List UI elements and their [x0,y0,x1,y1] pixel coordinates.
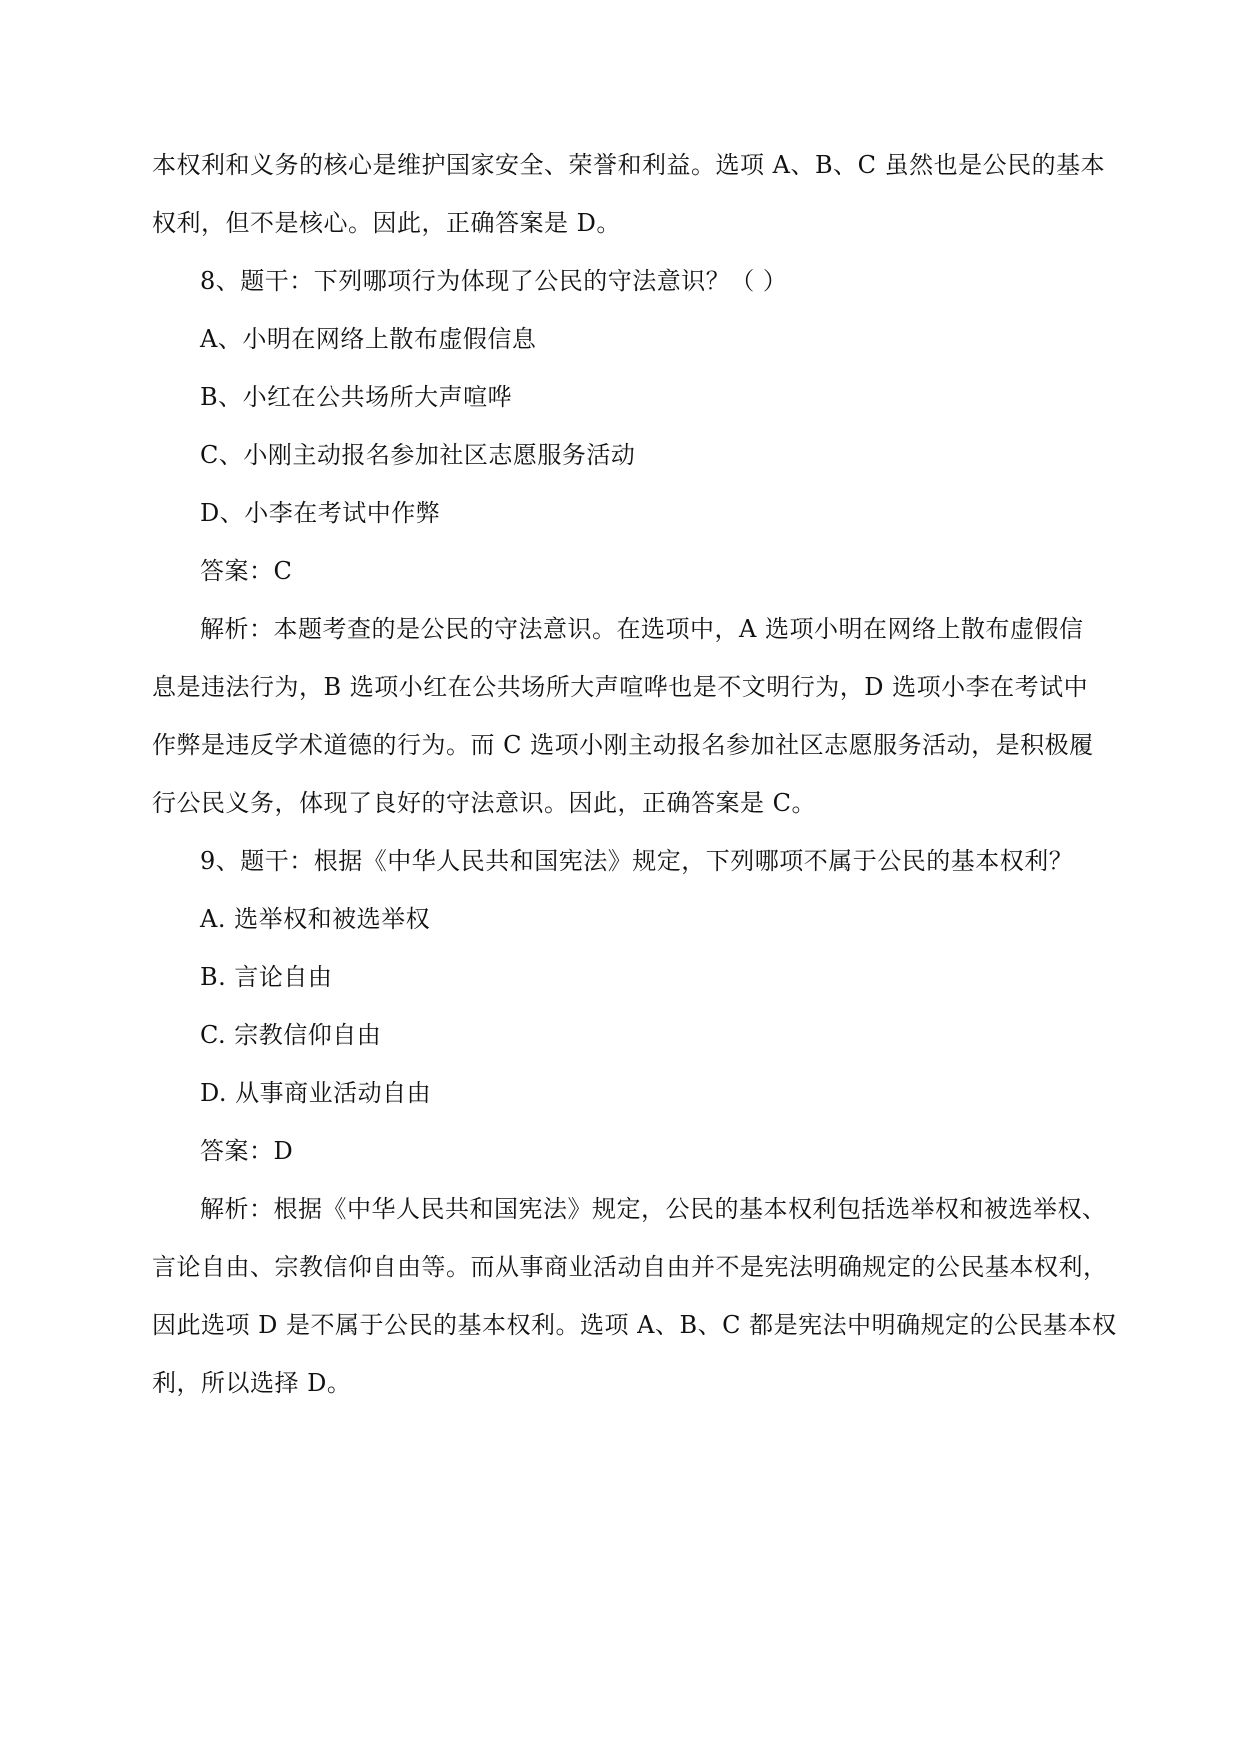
question-8-answer: 答案：C [200,557,293,585]
question-9-analysis-line-1: 解析：根据《中华人民共和国宪法》规定，公民的基本权利包括选举权和被选举权、 [200,1195,1107,1223]
question-8-analysis-line-3: 作弊是违反学术道德的行为。而 C 选项小刚主动报名参加社区志愿服务活动，是积极履 [152,731,1094,759]
question-8-stem: 8、题干：下列哪项行为体现了公民的守法意识？（ ） [200,267,788,295]
question-9-option-c: C. 宗教信仰自由 [200,1021,382,1049]
question-9-option-b: B. 言论自由 [200,963,333,991]
continuation-line-2: 权利，但不是核心。因此，正确答案是 D。 [152,209,621,237]
question-8-option-c: C、小刚主动报名参加社区志愿服务活动 [200,441,636,469]
question-9-analysis-line-3: 因此选项 D 是不属于公民的基本权利。选项 A、B、C 都是宪法中明确规定的公民基本权 [152,1311,1117,1339]
question-9-option-d: D. 从事商业活动自由 [200,1079,432,1107]
continuation-line-1: 本权利和义务的核心是维护国家安全、荣誉和利益。选项 A、B、C 虽然也是公民的基本 [152,151,1106,179]
question-8-analysis-line-4: 行公民义务，体现了良好的守法意识。因此，正确答案是 C。 [152,789,816,817]
question-8-analysis-line-1: 解析：本题考查的是公民的守法意识。在选项中，A 选项小明在网络上散布虚假信 [200,615,1084,643]
question-8-option-a: A、小明在网络上散布虚假信息 [200,325,537,353]
question-9-stem: 9、题干：根据《中华人民共和国宪法》规定，下列哪项不属于公民的基本权利？ [200,847,1074,875]
question-9-analysis-line-2: 言论自由、宗教信仰自由等。而从事商业活动自由并不是宪法明确规定的公民基本权利， [152,1253,1108,1281]
question-9-answer: 答案：D [200,1137,294,1165]
question-8-option-b: B、小红在公共场所大声喧哗 [200,383,513,411]
question-8-analysis-line-2: 息是违法行为，B 选项小红在公共场所大声喧哗也是不文明行为，D 选项小李在考试中 [152,673,1089,701]
question-9-analysis-line-4: 利，所以选择 D。 [152,1369,352,1397]
question-8-option-d: D、小李在考试中作弊 [200,499,441,527]
question-9-option-a: A. 选举权和被选举权 [200,905,431,933]
